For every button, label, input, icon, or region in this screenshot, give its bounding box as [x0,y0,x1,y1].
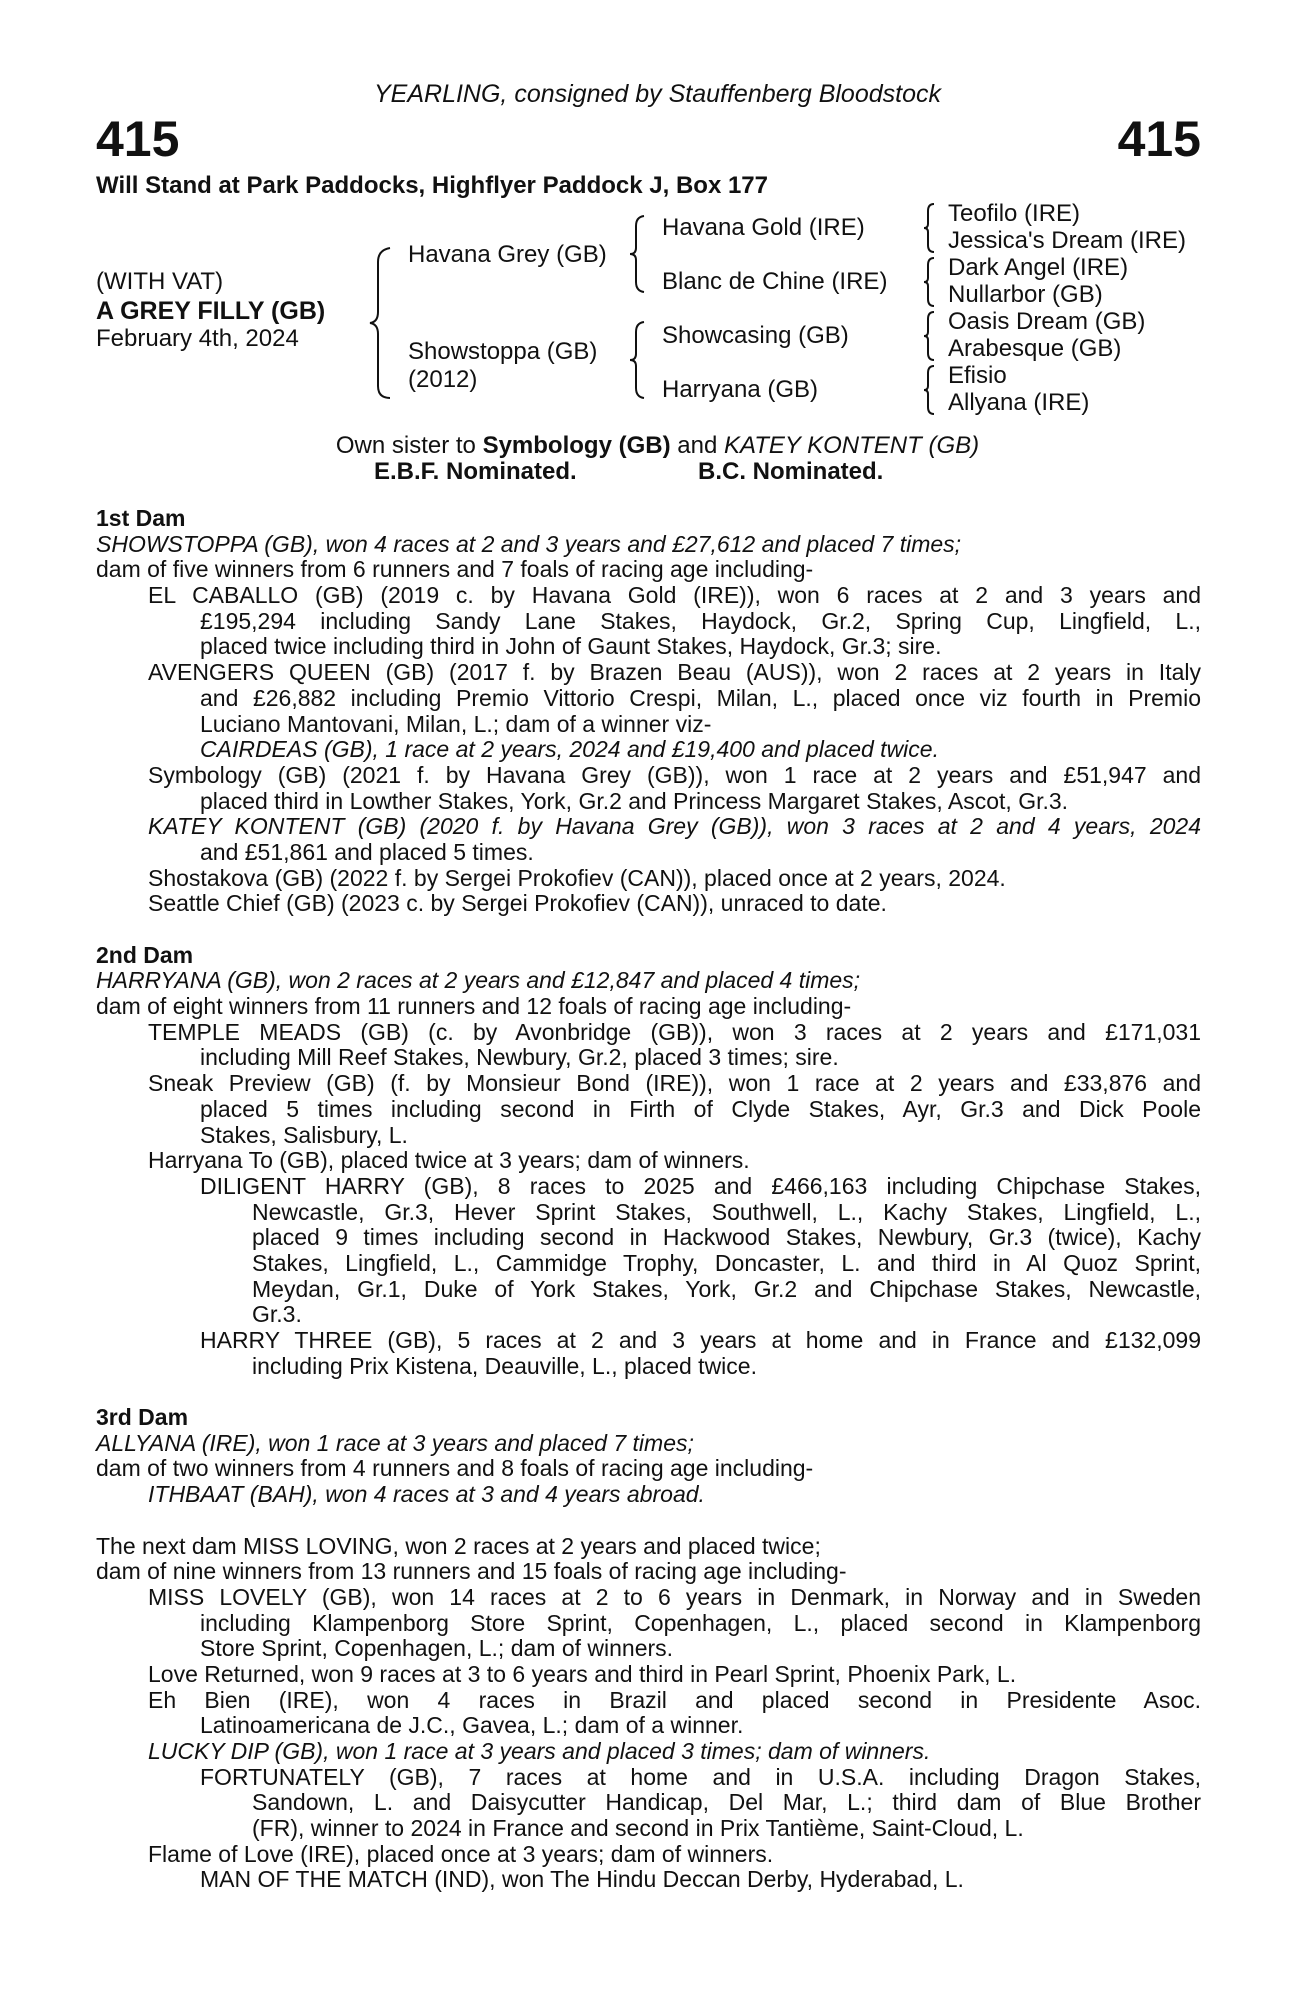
grandparent-5: Oasis Dream (GB) [948,308,1146,335]
second-dam-line: HARRYANA (GB), won 2 races at 2 years and £12,847 and placed 4 times; [96,967,861,994]
text-line: Seattle Chief (GB) (2023 c. by Sergei Prokofiev (CAN)), unraced to date. [148,890,887,917]
section-heading-1st-dam: 1st Dam [96,505,186,531]
horse-name: A GREY FILLY (GB) [96,297,326,325]
text-line: £195,294 including Sandy Lane Stakes, Haydock, Gr.2, Spring Cup, Lingfield, L., [200,607,1201,634]
text-line: Stakes, Lingfield, L., Cammidge Trophy, Doncaster, L. and third in Al Quoz Sprint, [252,1249,1201,1276]
text-line: placed 5 times including second in Firth of Clyde Stakes, Ayr, Gr.3 and Dick Poole [200,1095,1201,1122]
section-heading-3rd-dam: 3rd Dam [96,1404,189,1431]
dam: Showstoppa (GB) [408,338,598,365]
text-line: Love Returned, won 9 races at 3 to 6 years and third in Pearl Sprint, Phoenix Park, L. [148,1660,1017,1687]
text-line: placed twice including third in John of Gaunt Stakes, Haydock, Gr.3; sire. [200,633,942,660]
text-line: Sandown, L. and Daisycutter Handicap, Del Mar, L.; third dam of Blue Brother [252,1789,1201,1816]
sire-sire: Havana Gold (IRE) [662,214,865,241]
text-line: placed third in Lowther Stakes, York, Gr.2 and Princess Margaret Stakes, Ascot, Gr.3. [200,787,1069,814]
stand-location: Will Stand at Park Paddocks, Highflyer Paddock J, Box 177 [96,172,768,199]
text-line: including Prix Kistena, Deauville, L., placed twice. [252,1352,757,1379]
text-line: including Klampenborg Store Sprint, Copenhagen, L., placed second in Klampenborg [200,1609,1201,1636]
text-line: and £51,861 and placed 5 times. [200,838,534,865]
lot-number-right: 415 [1117,111,1201,167]
catalogue-body [96,506,1201,1893]
consignment-heading: YEARLING, consigned by Stauffenberg Bloodstock [374,80,941,108]
sister-note: Own sister to Symbology (GB) and KATEY KONTENT (GB) [335,432,980,459]
text-line: placed 9 times including second in Hackwood Stakes, Newbury, Gr.3 (twice), Kachy [252,1224,1201,1251]
grandparent-8: Allyana (IRE) [948,389,1090,416]
text-line: KATEY KONTENT (GB) (2020 f. by Havana Grey (GB)), won 3 races at 2 and 4 years, 2024 [148,813,1201,840]
pedigree-brace-g1 [922,202,938,254]
ebf-nominated: E.B.F. Nominated. [374,458,577,485]
sister-katey-kontent: KATEY KONTENT (GB) [723,432,980,459]
text-line: Shostakova (GB) (2022 f. by Sergei Prokofiev (CAN)), placed once at 2 years, 2024. [148,864,1006,891]
text-line: Newcastle, Gr.3, Hever Sprint Stakes, Southwell, L., Kachy Stakes, Lingfield, L., [252,1198,1201,1225]
text-line: Meydan, Gr.1, Duke of York Stakes, York, Gr.2 and Chipchase Stakes, Newcastle, [252,1275,1201,1302]
text-line: Latinoamericana de J.C., Gavea, L.; dam of a winner. [200,1712,744,1739]
horse-dob: February 4th, 2024 [96,325,299,352]
text-line: TEMPLE MEADS (GB) (c. by Avonbridge (GB)), won 3 races at 2 years and £171,031 [148,1018,1201,1045]
third-dam-line: ALLYANA (IRE), won 1 race at 3 years and placed 7 times; [96,1429,694,1456]
sire: Havana Grey (GB) [408,241,607,268]
text-line: MISS LOVELY (GB), won 14 races at 2 to 6 years in Denmark, in Norway and in Sweden [148,1583,1201,1610]
grandparent-1: Teofilo (IRE) [948,200,1081,227]
text-line: including Mill Reef Stakes, Newbury, Gr.2, placed 3 times; sire. [200,1044,839,1071]
text-line: FORTUNATELY (GB), 7 races at home and in U.S.A. including Dragon Stakes, [200,1763,1201,1790]
pedigree-brace-sire [628,214,648,294]
text-line: Flame of Love (IRE), placed once at 3 years; dam of winners. [148,1840,774,1867]
grandparent-6: Arabesque (GB) [948,335,1122,362]
text-line: Stakes, Salisbury, L. [200,1121,408,1148]
sire-dam: Blanc de Chine (IRE) [662,268,888,295]
text-line: Luciano Mantovani, Milan, L.; dam of a winner viz- [200,710,712,737]
grandparent-4: Nullarbor (GB) [948,281,1103,308]
section-heading-2nd-dam: 2nd Dam [96,941,194,968]
text-line: dam of nine winners from 13 runners and 15 foals of racing age including- [96,1558,847,1585]
text-line: CAIRDEAS (GB), 1 race at 2 years, 2024 and £19,400 and placed twice. [200,736,939,763]
text-line: AVENGERS QUEEN (GB) (2017 f. by Brazen Beau (AUS)), won 2 races at 2 years in Italy [148,659,1201,686]
pedigree-brace-g2 [922,256,938,308]
pedigree-brace-dam [628,320,648,400]
text-line: Eh Bien (IRE), won 4 races in Brazil and placed second in Presidente Asoc. [148,1686,1201,1713]
text-line: dam of five winners from 6 runners and 7 foals of racing age including- [96,556,814,583]
text-line: MAN OF THE MATCH (IND), won The Hindu Deccan Derby, Hyderabad, L. [200,1866,964,1893]
text-line: DILIGENT HARRY (GB), 8 races to 2025 and £466,163 including Chipchase Stakes, [200,1172,1201,1199]
text-line: Sneak Preview (GB) (f. by Monsieur Bond (IRE)), won 1 race at 2 years and £33,876 and [148,1070,1201,1097]
text-line: Symbology (GB) (2021 f. by Havana Grey (GB)), won 1 race at 2 years and £51,947 and [148,761,1201,788]
bc-nominated: B.C. Nominated. [698,458,884,485]
text-line: EL CABALLO (GB) (2019 c. by Havana Gold (IRE)), won 6 races at 2 and 3 years and [148,582,1201,609]
text-line: dam of eight winners from 11 runners and 12 foals of racing age including- [96,993,852,1020]
sister-symbology: Symbology (GB) [482,432,671,459]
pedigree-brace-g4 [922,364,938,416]
text-line: LUCKY DIP (GB), won 1 race at 3 years and placed 3 times; dam of winners. [148,1738,931,1764]
text-line: Gr.3. [252,1301,302,1328]
vat-note: (WITH VAT) [96,268,224,295]
dam-dam: Harryana (GB) [662,376,819,403]
dam-year: (2012) [408,366,478,393]
text-line: Harryana To (GB), placed twice at 3 years; dam of winners. [148,1147,750,1174]
pedigree-brace-main [368,246,396,400]
first-dam-line: SHOWSTOPPA (GB), won 4 races at 2 and 3 years and £27,612 and placed 7 times; [96,530,962,557]
text-line: (FR), winner to 2024 in France and second in Prix Tantième, Saint-Cloud, L. [252,1815,1024,1842]
grandparent-3: Dark Angel (IRE) [948,254,1129,281]
text-line: Store Sprint, Copenhagen, L.; dam of winners. [200,1635,674,1662]
text-line: HARRY THREE (GB), 5 races at 2 and 3 years at home and in France and £132,099 [200,1327,1201,1353]
lot-number-left: 415 [96,111,180,167]
text-line: and £26,882 including Premio Vittorio Crespi, Milan, L., placed once viz fourth in Premio [200,684,1201,711]
next-dam-line: The next dam MISS LOVING, won 2 races at 2 years and placed twice; [96,1532,821,1559]
text-line: dam of two winners from 4 runners and 8 foals of racing age including- [96,1455,814,1482]
grandparent-7: Efisio [948,362,1007,389]
grandparent-2: Jessica's Dream (IRE) [948,227,1186,254]
pedigree-brace-g3 [922,310,938,362]
dam-sire: Showcasing (GB) [662,322,849,349]
text-line: ITHBAAT (BAH), won 4 races at 3 and 4 years abroad. [148,1481,705,1508]
